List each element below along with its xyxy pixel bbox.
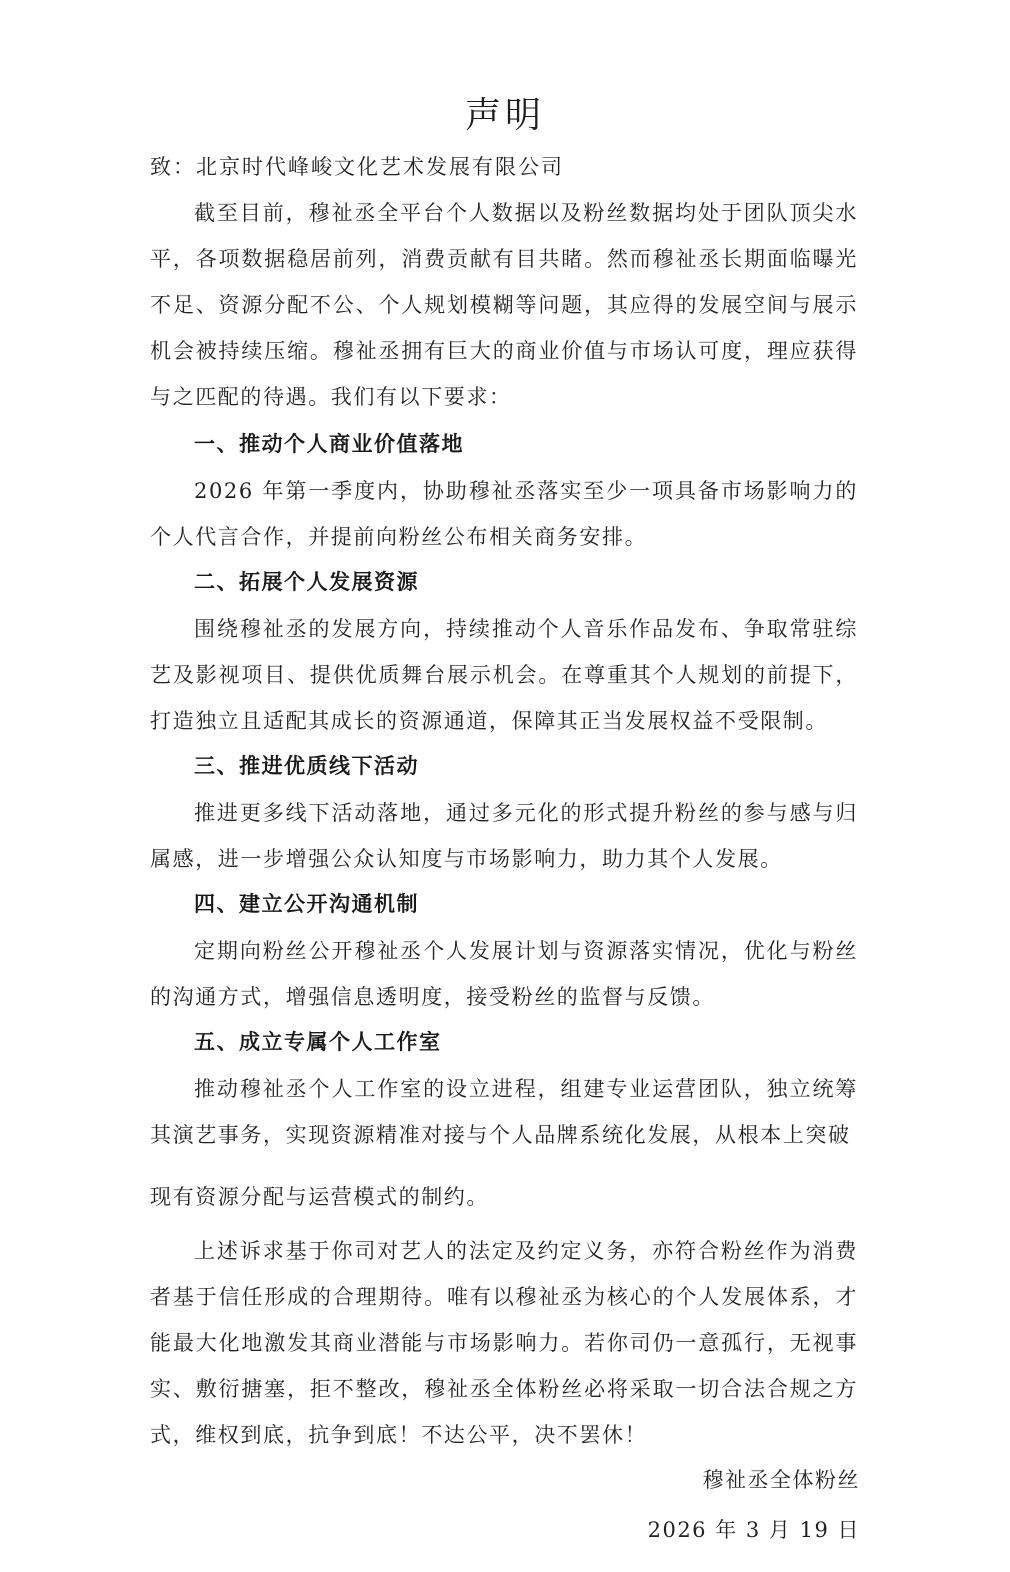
signature: 穆祉丞全体粉丝	[702, 1468, 860, 1492]
closing-paragraph: 上述诉求基于你司对艺人的法定及约定义务，亦符合粉丝作为消费者基于信任形成的合理期待。唯有以穆祉丞为核心的个人发展体系，才能最大化地激发其商业潜能与市场影响力。若你司仍一意孤行，无视事实、敷衍搪塞，拒不整改，穆祉丞全体粉丝必将采取一切合法合规之方式，维权到底，抗争到底！不达公平，决不罢休！	[150, 1239, 858, 1447]
recipient-line: 致：北京时代峰峻文化艺术发展有限公司	[150, 155, 564, 179]
section-body-5: 推动穆祉丞个人工作室的设立进程，组建专业运营团队，独立统筹其演艺事务，实现资源精准对接与个人品牌系统化发展，从根本上突破	[150, 1077, 858, 1147]
section-body-3: 推进更多线下活动落地，通过多元化的形式提升粉丝的参与感与归属感，进一步增强公众认知度与市场影响力，助力其个人发展。	[150, 801, 858, 871]
document-date: 2026 年 3 月 19 日	[647, 1518, 860, 1542]
section-heading-2: 二、拓展个人发展资源	[194, 570, 419, 594]
section-body-4: 定期向粉丝公开穆祉丞个人发展计划与资源落实情况，优化与粉丝的沟通方式，增强信息透明度，接受粉丝的监督与反馈。	[150, 939, 858, 1009]
section-body-1: 2026 年第一季度内，协助穆祉丞落实至少一项具备市场影响力的个人代言合作，并提前向粉丝公布相关商务安排。	[150, 479, 858, 549]
intro-paragraph: 截至目前，穆祉丞全平台个人数据以及粉丝数据均处于团队顶尖水平，各项数据稳居前列，消费贡献有目共睹。然而穆祉丞长期面临曝光不足、资源分配不公、个人规划模糊等问题，其应得的发展空间与展示机会被持续压缩。穆祉丞拥有巨大的商业价值与市场认可度，理应获得与之匹配的待遇。我们有以下要求：	[150, 201, 858, 409]
section-heading-1: 一、推动个人商业价值落地	[194, 432, 464, 456]
section-heading-4: 四、建立公开沟通机制	[194, 892, 419, 916]
section-heading-3: 三、推进优质线下活动	[194, 754, 419, 778]
section-heading-5: 五、成立专属个人工作室	[194, 1030, 442, 1054]
section-body-2: 围绕穆祉丞的发展方向，持续推动个人音乐作品发布、争取常驻综艺及影视项目、提供优质舞台展示机会。在尊重其个人规划的前提下，打造独立且适配其成长的资源通道，保障其正当发展权益不受限制。	[150, 617, 858, 733]
section-body-5-continued: 现有资源分配与运营模式的制约。	[150, 1185, 489, 1209]
document-title: 声明	[464, 95, 545, 136]
